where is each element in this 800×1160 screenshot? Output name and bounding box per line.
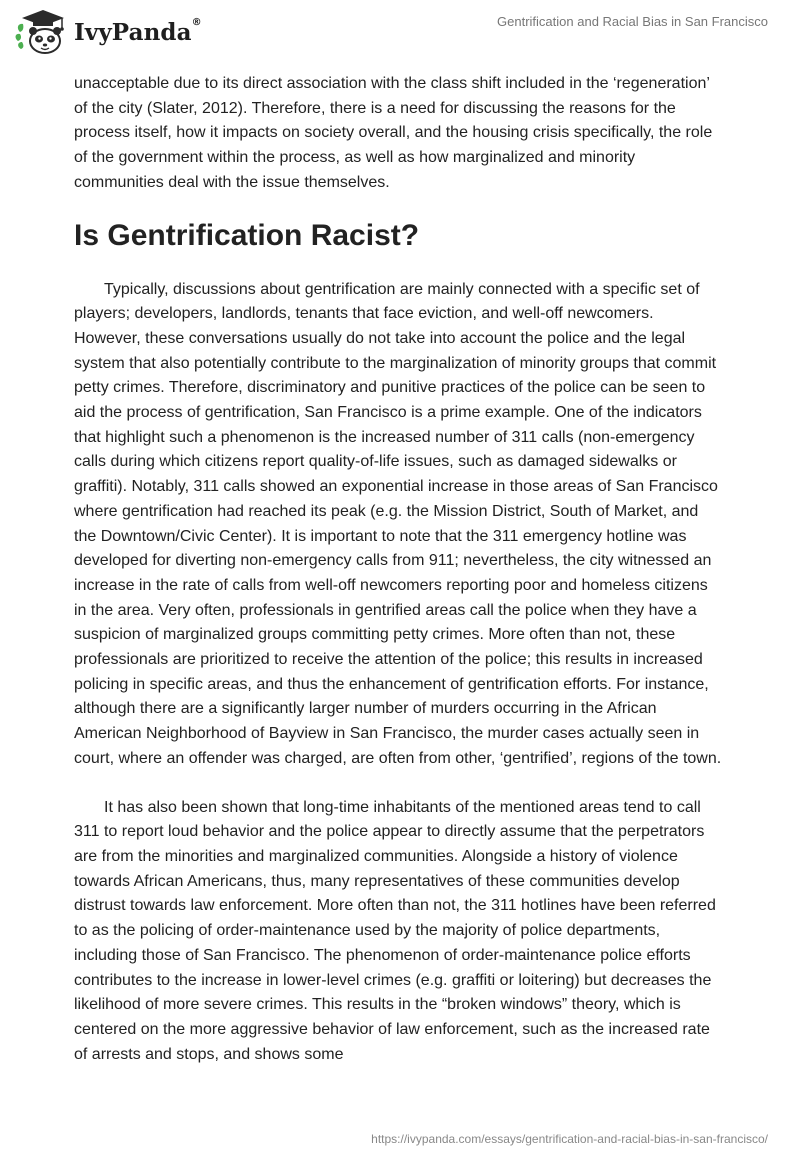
body-paragraph-2: It has also been shown that long-time inhabitants of the mentioned areas tend to call 311 to report loud behavior and the police appear to directly assume that the perpetrators are from the minorities and marginalized communities. Alongside a history of violence towards African Americans, thus, many representatives of these communities develop distrust towards law enforcement. More often than not, the 311 hotlines have been referred to as the policing of order-maintenance used by the majority of police departments, including those of San Francisco. The phenomenon of order-maintenance police efforts contributes to the increase in lower-level crimes (e.g. graffiti or loitering) but decreases the likelihood of more severe crimes. This results in the “broken windows” theory, which is centered on the more aggressive behavior of law enforcement, such as the increased rate of arrests and stops, and shows some <box>74 798 716 1063</box>
intro-paragraph: unacceptable due to its direct association with the class shift included in the ‘regeneration’ of the city (Slater, 2012). Therefore, there is a need for discussing the reasons for the process itself, how it impacts on society overall, and the housing crisis specifically, the role of the government within the process, as well as how marginalized and minority communities deal with the issue themselves. <box>74 75 713 191</box>
body-paragraph-1: Typically, discussions about gentrification are mainly connected with a specific set of players; developers, landlords, tenants that face eviction, and well-off newcomers. However, these conversations usually do not take into account the police and the legal system that also potentially contribute to the marginalization of minority groups that commit petty crimes. Therefore, discriminatory and punitive practices of the police can be seen to aid the process of gentrification, San Francisco is a prime example. One of the indicators that highlight such a phenomenon is the increased number of 311 calls (non-emergency calls during which citizens report quality-of-life issues, such as damaged sidewalks or graffiti). Notably, 311 calls showed an exponential increase in those areas of San Francisco where gentrification had reached its peak (e.g. the Mission District, South of Market, and the Downtown/Civic Center). It is important to note that the 311 emergency hotline was developed for diverting non-emergency calls from 911; nevertheless, the city witnessed an increase in the rate of calls from well-off newcomers reporting poor and homeless citizens in the area. Very often, professionals in gentrified areas call the police when they have a suspicion of marginalized groups committing petty crimes. More often than not, these professionals are prioritized to receive the attention of the police; this results in increased policing in specific areas, and thus the enhancement of gentrification efforts. For instance, although there are a significantly larger number of murders occurring in the African American Neighborhood of Bayview in San Francisco, the murder cases actually seen in court, where an offender was charged, are often from other, ‘gentrified’, regions of the town. <box>74 280 722 767</box>
brand-name <box>74 16 202 46</box>
panda-graduation-cap-icon <box>14 8 72 56</box>
document-title: Gentrification and Racial Bias in San Francisco <box>497 14 768 29</box>
page-header <box>0 0 800 60</box>
essay-body <box>74 72 724 1067</box>
brand-text: IvyPanda <box>74 18 192 46</box>
registered-mark: ® <box>191 16 202 28</box>
ivypanda-logo[interactable] <box>14 8 202 56</box>
source-url[interactable]: https://ivypanda.com/essays/gentrification-and-racial-bias-in-san-francisco/ <box>371 1132 768 1146</box>
section-heading: Is Gentrification Racist? <box>74 218 420 252</box>
